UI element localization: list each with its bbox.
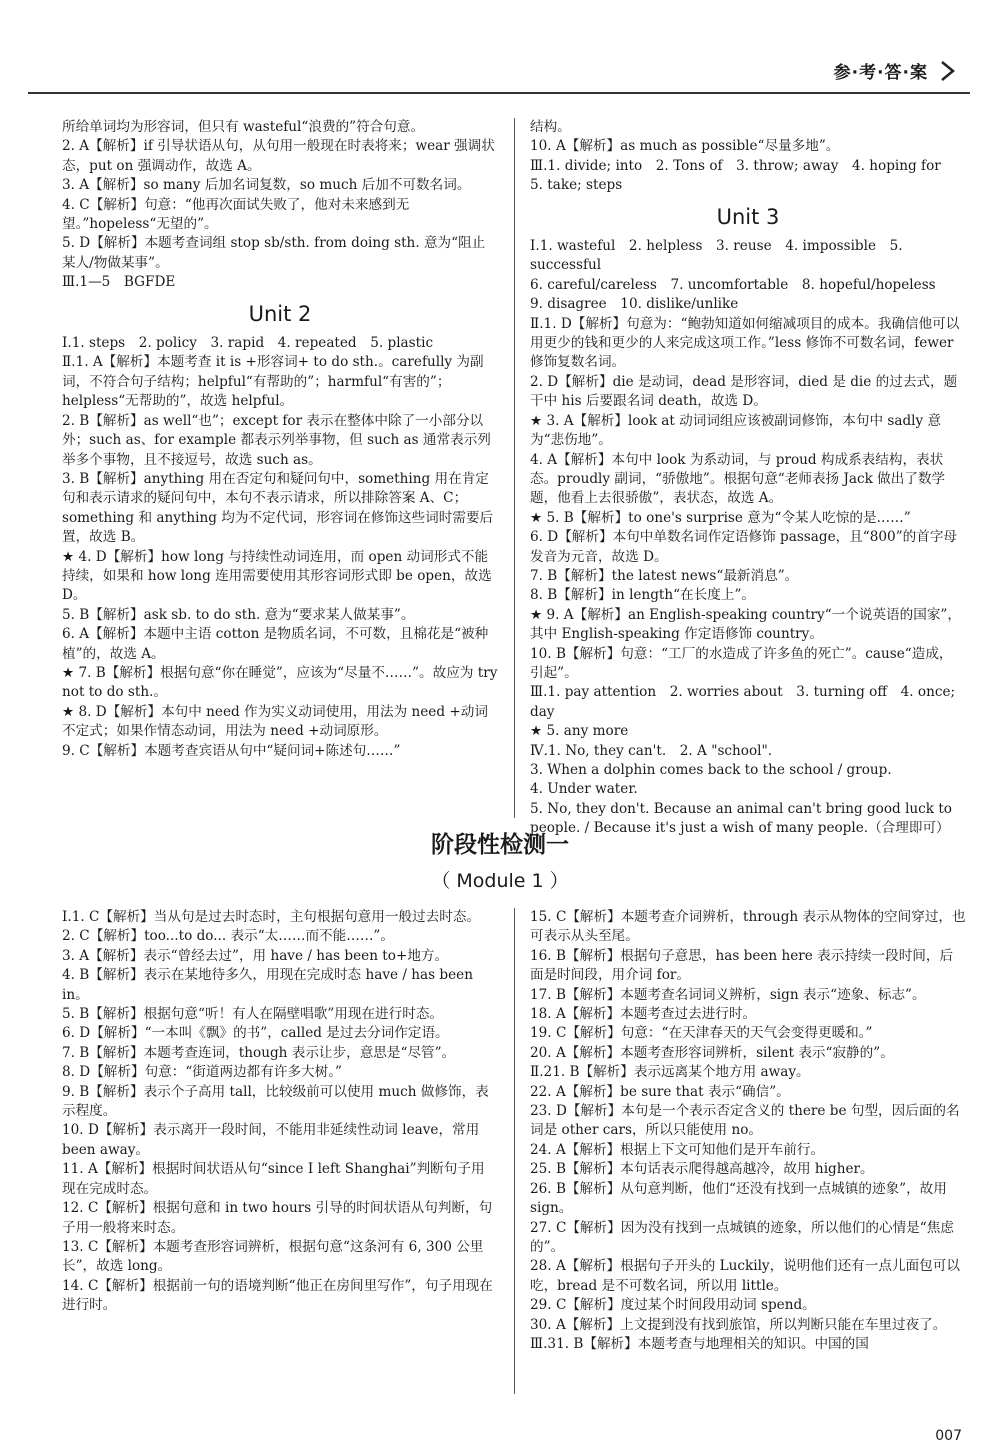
answer-line: 5. D【解析】本题考查词组 stop sb/sth. from doing sth. 意为“阻止某人/物做某事”。 bbox=[62, 235, 486, 271]
page-number: 007 bbox=[935, 1428, 962, 1444]
answer-line: 8. B【解析】in length“在长度上”。 bbox=[530, 587, 756, 604]
answer-line: 23. D【解析】本句是一个表示否定含义的 there be 句型，因后面的名词是 other cars，所以只能使用 no。 bbox=[530, 1103, 960, 1139]
answer-line: Ⅲ.1. pay attention 2. worries about 3. turning off 4. once; day bbox=[530, 684, 956, 720]
unit-heading: Unit 2 bbox=[248, 301, 312, 326]
answer-line: ★ 8. D【解析】本句中 need 作为实义动词使用，用法为 need +动词不定式；如果作情态动词，用法为 need +动词原形。 bbox=[62, 703, 488, 740]
answer-line: Ⅱ.21. B【解析】表示远离某个地方用 away。 bbox=[530, 1064, 810, 1081]
right-column-bottom bbox=[530, 908, 966, 1354]
answer-line: Ⅲ.31. B【解析】本题考查与地理相关的知识。中国的国 bbox=[530, 1335, 869, 1352]
answer-line: Ⅲ.1. divide; into 2. Tons of 3. throw; away 4. hoping for bbox=[530, 157, 941, 174]
left-column-top bbox=[62, 118, 498, 761]
right-column-top bbox=[530, 118, 966, 839]
answer-line: Ⅱ.1. A【解析】本题考查 it is +形容词+ to do sth.。carefully 为副词，不符合句子结构；helpful“有帮助的”；harmful“有害的”；helpless“无帮助的”，故选 helpful。 bbox=[62, 354, 484, 410]
answer-line: 10. A【解析】as much as possible“尽量多地”。 bbox=[530, 138, 840, 155]
answer-line: 10. B【解析】句意：“工厂的水造成了许多鱼的死亡”。cause“造成，引起”。 bbox=[530, 645, 953, 681]
section-subtitle: （ Module 1 ） bbox=[431, 870, 569, 892]
answer-line: 2. A【解析】if 引导状语从句，从句用一般现在时表将来；wear 强调状态，put on 强调动作，故选 A。 bbox=[62, 138, 495, 174]
answer-line: 5. B【解析】根据句意“听！有人在隔壁唱歌”用现在进行时态。 bbox=[62, 1006, 444, 1023]
answer-line: ★ 9. A【解析】an English-speaking country“一个说英语的国家”，其中 English-speaking 作定语修饰 country。 bbox=[530, 606, 961, 643]
answer-line: Ⅱ.1. D【解析】句意为：“鲍勃知道如何缩减项目的成本。我确信他可以用更少的钱和更少的人来完成这项工作。”less 修饰不可数名词，fewer 修饰复数名词。 bbox=[530, 315, 960, 371]
answer-line: 3. B【解析】anything 用在否定句和疑问句中，something 用在肯定句和表示请求的疑问句中，本句不表示请求，所以排除答案 A、C；something 和 anything 均为不定代词，形容词在修饰这些词时需要后置，故选 B。 bbox=[62, 470, 494, 546]
answer-line: Ⅰ.1. wasteful 2. helpless 3. reuse 4. impossible 5. successful bbox=[530, 238, 903, 274]
answer-line: 2. C【解析】too...to do... 表示“太……而不能……”。 bbox=[62, 928, 394, 945]
answer-line: 25. B【解析】本句话表示爬得越高越冷，故用 higher。 bbox=[530, 1161, 874, 1178]
column-divider-bottom bbox=[514, 908, 515, 1394]
chevron-right-icon bbox=[936, 60, 958, 82]
answer-line: 27. C【解析】因为没有找到一点城镇的迹象，所以他们的心情是“焦虑的”。 bbox=[530, 1219, 954, 1255]
answer-line: 24. A【解析】根据上下文可知他们是开车前行。 bbox=[530, 1141, 825, 1158]
answer-line: 9. B【解析】表示个子高用 tall，比较级前可以使用 much 做修饰，表示程度。 bbox=[62, 1083, 489, 1120]
header-rule bbox=[28, 92, 970, 94]
page-header bbox=[834, 58, 958, 83]
answer-line: 8. D【解析】句意：“街道两边都有许多大树。” bbox=[62, 1064, 342, 1081]
answer-line: 3. A【解析】so many 后加名词复数，so much 后加不可数名词。 bbox=[62, 177, 471, 194]
answer-line: 9. C【解析】本题考查宾语从句中“疑问词+陈述句……” bbox=[62, 742, 401, 759]
answer-line: 6. D【解析】“一本叫《飘》的书”，called 是过去分词作定语。 bbox=[62, 1025, 449, 1042]
answer-line: ★ 3. A【解析】look at 动词词组应该被副词修饰，本句中 sadly 意为“悲伤地”。 bbox=[530, 412, 942, 449]
answer-line: 7. B【解析】本题考查连词，though 表示让步，意思是“尽管”。 bbox=[62, 1044, 456, 1061]
answer-line: 30. A【解析】上文提到没有找到旅馆，所以判断只能在车里过夜了。 bbox=[530, 1316, 947, 1333]
unit-heading: Unit 3 bbox=[716, 204, 780, 229]
answer-line: 4. Under water. bbox=[530, 781, 638, 798]
answer-line: 6. careful/careless 7. uncomfortable 8. hopeful/hopeless bbox=[530, 276, 936, 293]
answer-line: Ⅳ.1. No, they can't. 2. A "school". bbox=[530, 742, 773, 759]
answer-line: 2. B【解析】as well“也”；except for 表示在整体中除了一小部分以外；such as、for example 都表示列举事物，但 such as 通常表示列举多个事物，且不接逗号，故选 such as。 bbox=[62, 412, 491, 468]
answer-line: 5. No, they don't. Because an animal can't bring good luck to people. / Because it's just a wish of many people.（合理即可） bbox=[530, 800, 952, 837]
answer-line: 9. disagree 10. dislike/unlike bbox=[530, 296, 739, 313]
answer-line: 4. A【解析】本句中 look 为系动词，与 proud 构成系表结构，表状态。proudly 副词，“骄傲地”。根据句意“老师表扬 Jack 做出了数学题，他看上去很骄傲”，表状态，故选 A。 bbox=[530, 451, 946, 507]
section-title: 阶段性检测一 bbox=[431, 832, 569, 858]
answer-line: 19. C【解析】句意：“在天津春天的天气会变得更暖和。” bbox=[530, 1025, 873, 1042]
answer-line: 6. D【解析】本句中单数名词作定语修饰 passage，且“800”的首字母发音为元音，故选 D。 bbox=[530, 529, 958, 565]
answer-line: 10. D【解析】表示离开一段时间，不能用非延续性动词 leave，常用 been away。 bbox=[62, 1122, 480, 1158]
left-column-bottom bbox=[62, 908, 498, 1316]
answer-line: 29. C【解析】度过某个时间段用动词 spend。 bbox=[530, 1297, 816, 1314]
answer-line: 6. A【解析】本题中主语 cotton 是物质名词，不可数，且棉花是“被种植”的，故选 A。 bbox=[62, 626, 489, 662]
column-divider-top bbox=[514, 118, 515, 818]
answer-line: 3. When a dolphin comes back to the school / group. bbox=[530, 762, 892, 778]
answer-line: 2. D【解析】die 是动词，dead 是形容词，died 是 die 的过去式，题干中 his 后要跟名词 death，故选 D。 bbox=[530, 373, 958, 410]
answer-line: Ⅰ.1. C【解析】当从句是过去时态时，主句根据句意用一般过去时态。 bbox=[62, 909, 481, 925]
answer-line: 13. C【解析】本题考查形容词辨析，根据句意“这条河有 6, 300 公里长”，故选 long。 bbox=[62, 1238, 484, 1275]
answer-line: 20. A【解析】本题考查形容词辨析，silent 表示“寂静的”。 bbox=[530, 1044, 894, 1061]
answer-line: 14. C【解析】根据前一句的语境判断“他正在房间里写作”，句子用现在进行时。 bbox=[62, 1277, 493, 1314]
answer-line: 3. A【解析】表示“曾经去过”，用 have / has been to+地方。 bbox=[62, 947, 449, 964]
answer-line: 17. B【解析】本题考查名词词义辨析，sign 表示“迹象、标志”。 bbox=[530, 986, 926, 1003]
answer-line: Ⅲ.1—5 BGFDE bbox=[62, 274, 176, 291]
answer-line: Ⅰ.1. steps 2. policy 3. rapid 4. repeated 5. plastic bbox=[62, 335, 434, 352]
header-title: 参·考·答·案 bbox=[833, 63, 928, 83]
answer-line: 4. B【解析】表示在某地待多久，用现在完成时态 have / has been in。 bbox=[62, 967, 473, 1003]
answer-line: 11. A【解析】根据时间状语从句“since I left Shanghai”判断句子用现在完成时态。 bbox=[62, 1161, 485, 1197]
answer-line: 12. C【解析】根据句意和 in two hours 引导的时间状语从句判断，句子用一般将来时态。 bbox=[62, 1200, 493, 1236]
answer-line: 16. B【解析】根据句子意思，has been here 表示持续一段时间，后面是时间段，用介词 for。 bbox=[530, 947, 954, 984]
answer-line: 18. A【解析】本题考查过去进行时。 bbox=[530, 1006, 757, 1023]
answer-line: ★ 5. any more bbox=[530, 723, 629, 740]
answer-line: 5. take; steps bbox=[530, 177, 623, 194]
answer-line: 所给单词均为形容词，但只有 wasteful“浪费的”符合句意。 bbox=[62, 119, 425, 135]
answer-line: 22. A【解析】be sure that 表示“确信”。 bbox=[530, 1083, 790, 1100]
answer-line: 15. C【解析】本题考查介词辨析，through 表示从物体的空间穿过，也可表示从头至尾。 bbox=[530, 909, 966, 945]
answer-line: 4. C【解析】句意：“他再次面试失败了，他对未来感到无望。”hopeless“无望的”。 bbox=[62, 196, 410, 233]
answer-line: 26. B【解析】从句意判断，他们“还没有找到一点城镇的迹象”，故用 sign。 bbox=[530, 1180, 947, 1217]
answer-line: 5. B【解析】ask sb. to do sth. 意为“要求某人做某事”。 bbox=[62, 606, 415, 623]
answer-line: ★ 4. D【解析】how long 与持续性动词连用，而 open 动词形式不能持续，如果和 how long 连用需要使用其形容词形式即 be open，故选 D。 bbox=[62, 548, 492, 604]
answer-line: 28. A【解析】根据句子开头的 Luckily，说明他们还有一点儿面包可以吃，bread 是不可数名词，所以用 little。 bbox=[530, 1258, 960, 1294]
answer-line: ★ 5. B【解析】to one's surprise 意为“令某人吃惊的是……” bbox=[530, 509, 911, 526]
answer-line: 7. B【解析】the latest news“最新消息”。 bbox=[530, 567, 799, 584]
answer-line: 结构。 bbox=[530, 119, 571, 135]
answer-line: ★ 7. B【解析】根据句意“你在睡觉”，应该为“尽量不……”。故应为 try not to do sth.。 bbox=[62, 664, 498, 701]
